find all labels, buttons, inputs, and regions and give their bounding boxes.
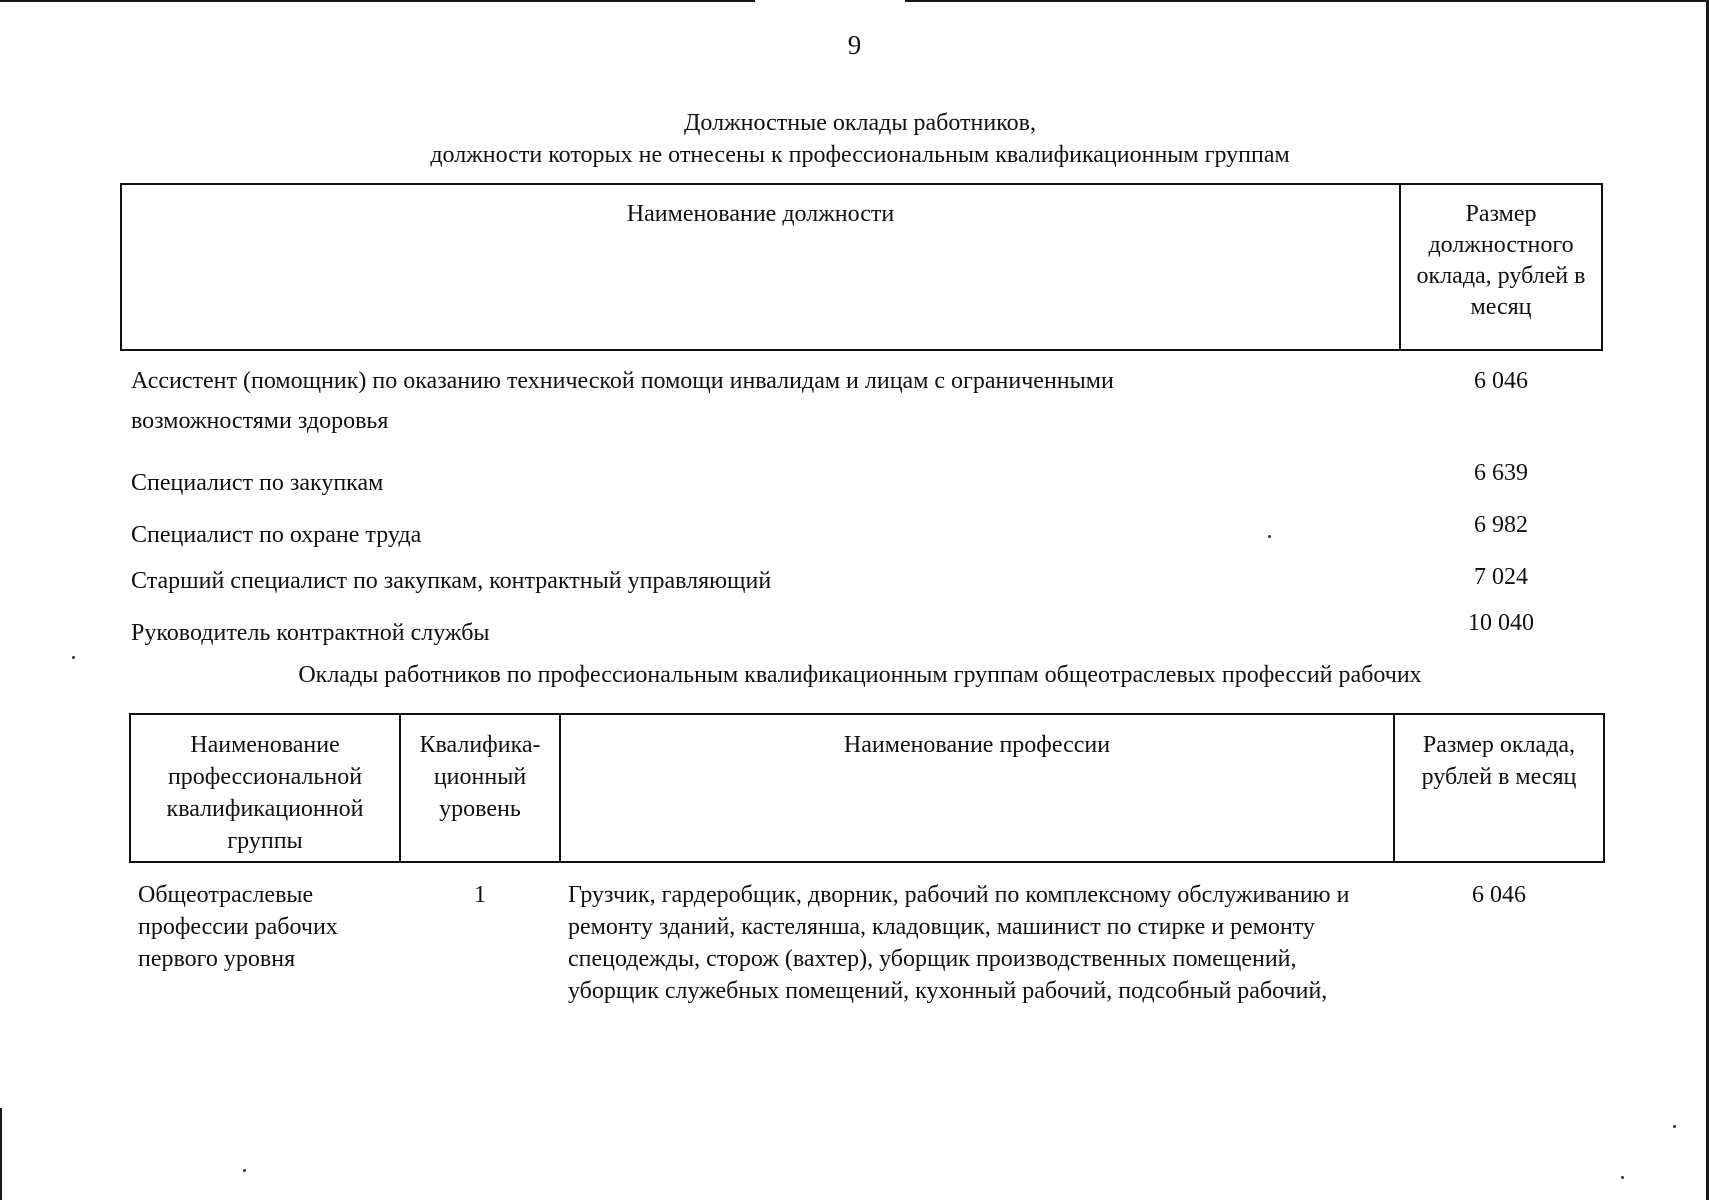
position-name: Специалист по охране труда (131, 522, 422, 548)
header-profession-name: Наименование профессии (560, 714, 1394, 862)
position-salary: 10 040 (1468, 610, 1534, 636)
position-salary: 6 046 (1474, 368, 1528, 394)
section1-title-line2: должности которых не отнесены к профессиональным квалификационным группам (430, 142, 1290, 168)
page-number: 9 (847, 30, 862, 60)
scan-speck (1621, 1176, 1624, 1179)
scan-speck (1673, 1125, 1676, 1128)
header-salary-size: Размер оклада, рублей в месяц (1394, 714, 1604, 862)
qualification-group-name: Общеотраслевые профессии рабочих первого уровня (138, 882, 338, 972)
section2-title: Оклады работников по профессиональным квалификационным группам общеотраслевых профессий рабочих (298, 662, 1422, 688)
header-position-name: Наименование должности (121, 184, 1400, 350)
profession-salary: 6 046 (1472, 882, 1526, 908)
section1-title-line1: Должностные оклады работников, (684, 110, 1036, 136)
scan-top-edge-right (905, 0, 1709, 2)
table-row (121, 601, 1602, 653)
position-name: Специалист по закупкам (131, 470, 384, 496)
table-row (121, 555, 1602, 601)
qualification-level: 1 (474, 882, 486, 908)
header-qualification-group: Наименование профессиональной квалификационной группы (130, 714, 400, 862)
profession-list: Грузчик, гардеробщик, дворник, рабочий по комплексному обслуживанию и ремонту зданий, кастелянша, кладовщик, машинист по стирке и ремонту спецодежды, сторож (вахтер), уборщик производственных помещений, уборщик служебных помещений, кухонный рабочий, подсобный рабочий, (568, 882, 1350, 1004)
position-name: Ассистент (помощник) по оказанию технической помощи инвалидам и лицам с ограниченными возможностями здоровья (131, 368, 1114, 434)
position-name: Руководитель контрактной службы (131, 620, 490, 646)
table-row (121, 503, 1602, 555)
position-salary: 6 982 (1474, 512, 1528, 538)
scan-left-edge (0, 1108, 2, 1200)
header-qualification-level: Квалифика-ционный уровень (400, 714, 560, 862)
table-row (130, 862, 1604, 1008)
table-row (121, 441, 1602, 503)
workers-salary-table (129, 713, 1605, 1008)
position-salary: 7 024 (1474, 564, 1528, 590)
table-row (121, 350, 1602, 441)
scan-speck (243, 1169, 246, 1172)
position-name: Старший специалист по закупкам, контрактный управляющий (131, 568, 772, 594)
scan-top-edge-left (0, 0, 755, 2)
positions-salary-table (120, 183, 1603, 653)
header-salary-size: Размер должностного оклада, рублей в месяц (1400, 184, 1602, 350)
position-salary: 6 639 (1474, 460, 1528, 486)
